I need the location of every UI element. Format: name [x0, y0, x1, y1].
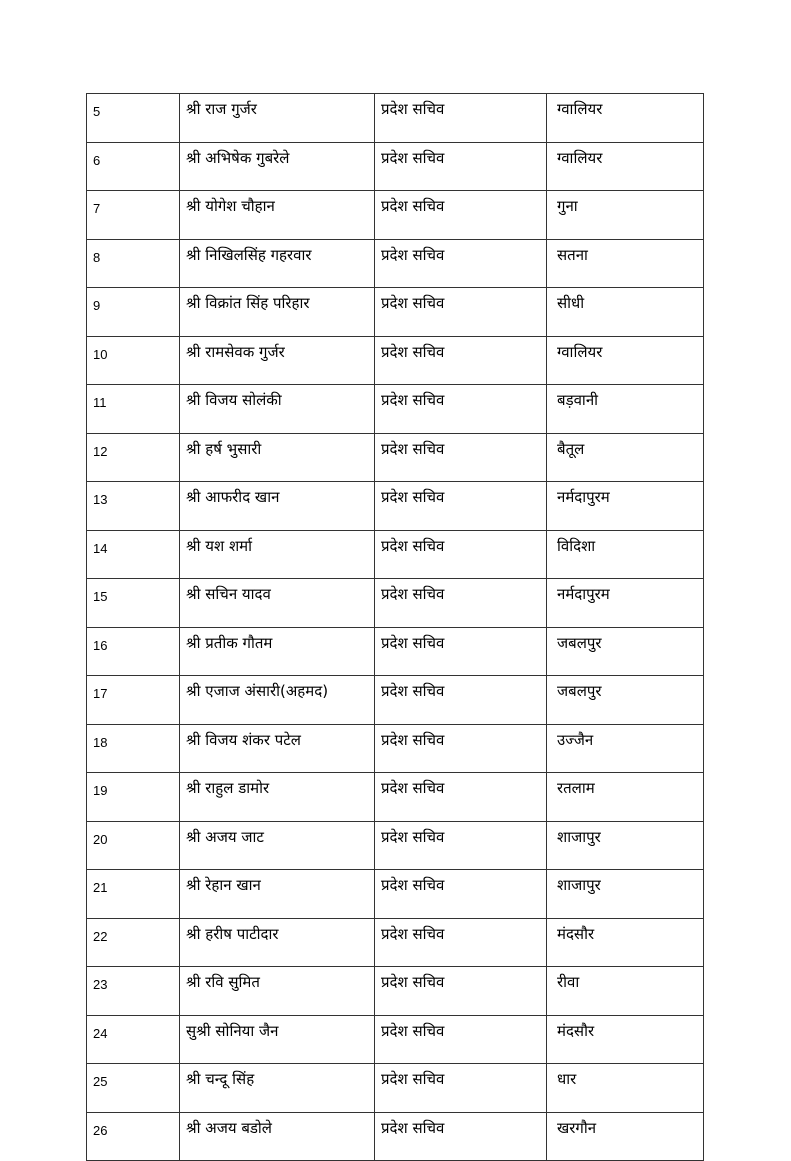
table-row [87, 870, 704, 919]
table-row [87, 288, 704, 337]
serial-number-cell: 11 [87, 385, 180, 434]
name-cell: श्री रवि सुमित [180, 967, 375, 1016]
district-cell: नर्मदापुरम [547, 579, 704, 628]
district-cell: खरगौन [547, 1112, 704, 1161]
post-cell: प्रदेश सचिव [375, 724, 547, 773]
post-cell: प्रदेश सचिव [375, 191, 547, 240]
name-cell: श्री विजय शंकर पटेल [180, 724, 375, 773]
officials-table [86, 93, 704, 1161]
serial-number-cell: 23 [87, 967, 180, 1016]
table-row [87, 579, 704, 628]
post-cell: प्रदेश सचिव [375, 821, 547, 870]
serial-number-cell: 18 [87, 724, 180, 773]
name-cell: श्री हर्ष भुसारी [180, 433, 375, 482]
name-cell: श्री राहुल डामोर [180, 773, 375, 822]
post-cell: प्रदेश सचिव [375, 336, 547, 385]
serial-number-cell: 16 [87, 627, 180, 676]
name-cell: श्री अजय बडोले [180, 1112, 375, 1161]
name-cell: श्री प्रतीक गौतम [180, 627, 375, 676]
post-cell: प्रदेश सचिव [375, 239, 547, 288]
officials-table-body [87, 94, 704, 1161]
post-cell: प्रदेश सचिव [375, 773, 547, 822]
table-row [87, 336, 704, 385]
district-cell: मंदसौर [547, 1015, 704, 1064]
serial-number-cell: 21 [87, 870, 180, 919]
post-cell: प्रदेश सचिव [375, 627, 547, 676]
district-cell: जबलपुर [547, 627, 704, 676]
table-row [87, 94, 704, 143]
table-row [87, 1015, 704, 1064]
serial-number-cell: 9 [87, 288, 180, 337]
district-cell: सतना [547, 239, 704, 288]
name-cell: श्री एजाज अंसारी(अहमद) [180, 676, 375, 725]
serial-number-cell: 13 [87, 482, 180, 531]
post-cell: प्रदेश सचिव [375, 1112, 547, 1161]
district-cell: बैतूल [547, 433, 704, 482]
post-cell: प्रदेश सचिव [375, 918, 547, 967]
name-cell: श्री योगेश चौहान [180, 191, 375, 240]
table-row [87, 821, 704, 870]
name-cell: श्री रामसेवक गुर्जर [180, 336, 375, 385]
table-row [87, 918, 704, 967]
district-cell: रतलाम [547, 773, 704, 822]
serial-number-cell: 5 [87, 94, 180, 143]
table-row [87, 385, 704, 434]
name-cell: श्री हरीष पाटीदार [180, 918, 375, 967]
district-cell: सीधी [547, 288, 704, 337]
serial-number-cell: 17 [87, 676, 180, 725]
district-cell: ग्वालियर [547, 94, 704, 143]
serial-number-cell: 20 [87, 821, 180, 870]
post-cell: प्रदेश सचिव [375, 94, 547, 143]
name-cell: सुश्री सोनिया जैन [180, 1015, 375, 1064]
post-cell: प्रदेश सचिव [375, 433, 547, 482]
serial-number-cell: 12 [87, 433, 180, 482]
district-cell: उज्जैन [547, 724, 704, 773]
table-row [87, 967, 704, 1016]
table-row [87, 773, 704, 822]
post-cell: प्रदेश सचिव [375, 482, 547, 531]
district-cell: विदिशा [547, 530, 704, 579]
name-cell: श्री विजय सोलंकी [180, 385, 375, 434]
district-cell: ग्वालियर [547, 142, 704, 191]
table-row [87, 530, 704, 579]
name-cell: श्री रेहान खान [180, 870, 375, 919]
post-cell: प्रदेश सचिव [375, 870, 547, 919]
serial-number-cell: 19 [87, 773, 180, 822]
name-cell: श्री राज गुर्जर [180, 94, 375, 143]
district-cell: रीवा [547, 967, 704, 1016]
serial-number-cell: 24 [87, 1015, 180, 1064]
post-cell: प्रदेश सचिव [375, 142, 547, 191]
serial-number-cell: 26 [87, 1112, 180, 1161]
serial-number-cell: 6 [87, 142, 180, 191]
post-cell: प्रदेश सचिव [375, 530, 547, 579]
table-row [87, 433, 704, 482]
table-row [87, 676, 704, 725]
district-cell: धार [547, 1064, 704, 1113]
name-cell: श्री अजय जाट [180, 821, 375, 870]
serial-number-cell: 7 [87, 191, 180, 240]
post-cell: प्रदेश सचिव [375, 579, 547, 628]
name-cell: श्री सचिन यादव [180, 579, 375, 628]
serial-number-cell: 8 [87, 239, 180, 288]
district-cell: गुना [547, 191, 704, 240]
serial-number-cell: 25 [87, 1064, 180, 1113]
name-cell: श्री आफरीद खान [180, 482, 375, 531]
serial-number-cell: 14 [87, 530, 180, 579]
district-cell: शाजापुर [547, 821, 704, 870]
name-cell: श्री निखिलसिंह गहरवार [180, 239, 375, 288]
district-cell: ग्वालियर [547, 336, 704, 385]
table-row [87, 482, 704, 531]
table-row [87, 1064, 704, 1113]
post-cell: प्रदेश सचिव [375, 676, 547, 725]
district-cell: नर्मदापुरम [547, 482, 704, 531]
post-cell: प्रदेश सचिव [375, 1064, 547, 1113]
table-row [87, 191, 704, 240]
post-cell: प्रदेश सचिव [375, 385, 547, 434]
district-cell: शाजापुर [547, 870, 704, 919]
district-cell: बड़वानी [547, 385, 704, 434]
name-cell: श्री चन्दू सिंह [180, 1064, 375, 1113]
table-row [87, 142, 704, 191]
name-cell: श्री यश शर्मा [180, 530, 375, 579]
district-cell: जबलपुर [547, 676, 704, 725]
table-row [87, 724, 704, 773]
table-row [87, 239, 704, 288]
serial-number-cell: 10 [87, 336, 180, 385]
name-cell: श्री अभिषेक गुबरेले [180, 142, 375, 191]
serial-number-cell: 15 [87, 579, 180, 628]
serial-number-cell: 22 [87, 918, 180, 967]
district-cell: मंदसौर [547, 918, 704, 967]
post-cell: प्रदेश सचिव [375, 967, 547, 1016]
table-row [87, 627, 704, 676]
post-cell: प्रदेश सचिव [375, 1015, 547, 1064]
name-cell: श्री विक्रांत सिंह परिहार [180, 288, 375, 337]
table-row [87, 1112, 704, 1161]
post-cell: प्रदेश सचिव [375, 288, 547, 337]
